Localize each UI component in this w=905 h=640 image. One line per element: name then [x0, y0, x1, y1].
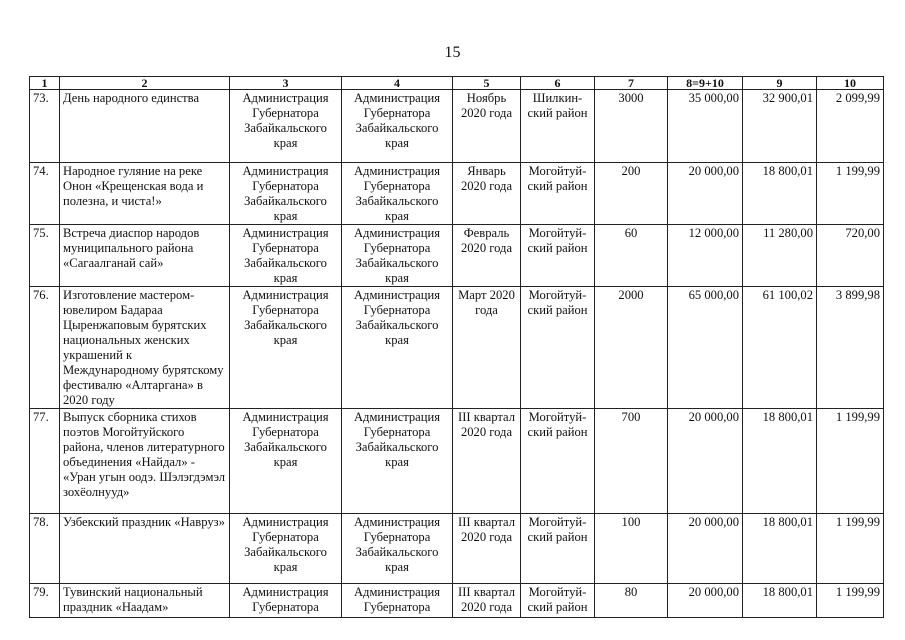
page-number: 15	[444, 44, 461, 61]
header-col-7: 7	[595, 77, 668, 90]
row-number: 77.	[30, 409, 60, 514]
col10-amount: 1 199,99	[817, 584, 884, 618]
event-name: День народного единства	[60, 90, 230, 163]
total-amount: 20 000,00	[668, 514, 743, 584]
responsible: Администрация Губернатора Забайкальского края	[230, 225, 342, 287]
event-name: Выпуск сборника стихов поэтов Могойтуйского района, членов литературного объединения «Найдал» - «Уран угын оодэ. Шэлэгдэмэл зохёолнууд»	[60, 409, 230, 514]
event-name: Узбекский праздник «Навруз»	[60, 514, 230, 584]
col10-amount: 1 199,99	[817, 514, 884, 584]
organizer: Администрация Губернатора Забайкальского края	[342, 225, 453, 287]
col9-amount: 18 800,01	[743, 514, 817, 584]
row-number: 73.	[30, 90, 60, 163]
organizer: Администрация Губернатора Забайкальского края	[342, 514, 453, 584]
header-col-2: 2	[60, 77, 230, 90]
row-number: 78.	[30, 514, 60, 584]
district: Могойтуй-ский район	[521, 225, 595, 287]
event-date: III квартал 2020 года	[453, 409, 521, 514]
district: Шилкин-ский район	[521, 90, 595, 163]
col9-amount: 18 800,01	[743, 163, 817, 225]
organizer: Администрация Губернатора Забайкальского края	[342, 409, 453, 514]
event-date: Ноябрь 2020 года	[453, 90, 521, 163]
participants: 100	[595, 514, 668, 584]
event-date: III квартал 2020 года	[453, 514, 521, 584]
total-amount: 20 000,00	[668, 409, 743, 514]
participants: 80	[595, 584, 668, 618]
col10-amount: 2 099,99	[817, 90, 884, 163]
header-col-9: 9	[743, 77, 817, 90]
table-row	[30, 163, 884, 225]
col9-amount: 18 800,01	[743, 409, 817, 514]
row-number: 75.	[30, 225, 60, 287]
participants: 3000	[595, 90, 668, 163]
row-number: 76.	[30, 287, 60, 409]
organizer: Администрация Губернатора Забайкальского края	[342, 90, 453, 163]
total-amount: 20 000,00	[668, 163, 743, 225]
table-row	[30, 90, 884, 163]
event-name: Народное гуляние на реке Онон «Крещенская вода и полезна, и чиста!»	[60, 163, 230, 225]
event-name: Изготовление мастером-ювелиром Бадараа Цыренжаповым бурятских национальных женских украшений к Международному бурятскому фестивалю «Алтаргана» в 2020 году	[60, 287, 230, 409]
event-name: Тувинский национальный праздник «Наадам»	[60, 584, 230, 618]
events-table	[29, 76, 884, 618]
col10-amount: 720,00	[817, 225, 884, 287]
event-date: Январь 2020 года	[453, 163, 521, 225]
table-row	[30, 584, 884, 618]
header-col-10: 10	[817, 77, 884, 90]
participants: 700	[595, 409, 668, 514]
header-col-1: 1	[30, 77, 60, 90]
organizer: Администрация Губернатора Забайкальского края	[342, 163, 453, 225]
total-amount: 35 000,00	[668, 90, 743, 163]
table-row	[30, 514, 884, 584]
col10-amount: 3 899,98	[817, 287, 884, 409]
total-amount: 20 000,00	[668, 584, 743, 618]
responsible: Администрация Губернатора Забайкальского края	[230, 287, 342, 409]
responsible: Администрация Губернатора Забайкальского края	[230, 514, 342, 584]
participants: 200	[595, 163, 668, 225]
header-col-8: 8=9+10	[668, 77, 743, 90]
organizer: Администрация Губернатора Забайкальского края	[342, 287, 453, 409]
header-col-3: 3	[230, 77, 342, 90]
total-amount: 12 000,00	[668, 225, 743, 287]
table-row	[30, 409, 884, 514]
responsible: Администрация Губернатора	[230, 584, 342, 618]
row-number: 74.	[30, 163, 60, 225]
participants: 2000	[595, 287, 668, 409]
event-date: III квартал 2020 года	[453, 584, 521, 618]
header-col-6: 6	[521, 77, 595, 90]
table-row	[30, 225, 884, 287]
district: Могойтуй-ский район	[521, 584, 595, 618]
participants: 60	[595, 225, 668, 287]
col10-amount: 1 199,99	[817, 163, 884, 225]
event-date: Февраль 2020 года	[453, 225, 521, 287]
responsible: Администрация Губернатора Забайкальского края	[230, 90, 342, 163]
district: Могойтуй-ский район	[521, 287, 595, 409]
event-date: Март 2020 года	[453, 287, 521, 409]
header-col-5: 5	[453, 77, 521, 90]
district: Могойтуй-ский район	[521, 514, 595, 584]
district: Могойтуй-ский район	[521, 409, 595, 514]
row-number: 79.	[30, 584, 60, 618]
col9-amount: 61 100,02	[743, 287, 817, 409]
col9-amount: 32 900,01	[743, 90, 817, 163]
district: Могойтуй-ский район	[521, 163, 595, 225]
responsible: Администрация Губернатора Забайкальского края	[230, 163, 342, 225]
col10-amount: 1 199,99	[817, 409, 884, 514]
event-name: Встреча диаспор народов муниципального района «Сагаалганай сай»	[60, 225, 230, 287]
table-row	[30, 287, 884, 409]
total-amount: 65 000,00	[668, 287, 743, 409]
organizer: Администрация Губернатора	[342, 584, 453, 618]
header-row	[30, 77, 884, 90]
col9-amount: 18 800,01	[743, 584, 817, 618]
responsible: Администрация Губернатора Забайкальского края	[230, 409, 342, 514]
header-col-4: 4	[342, 77, 453, 90]
col9-amount: 11 280,00	[743, 225, 817, 287]
